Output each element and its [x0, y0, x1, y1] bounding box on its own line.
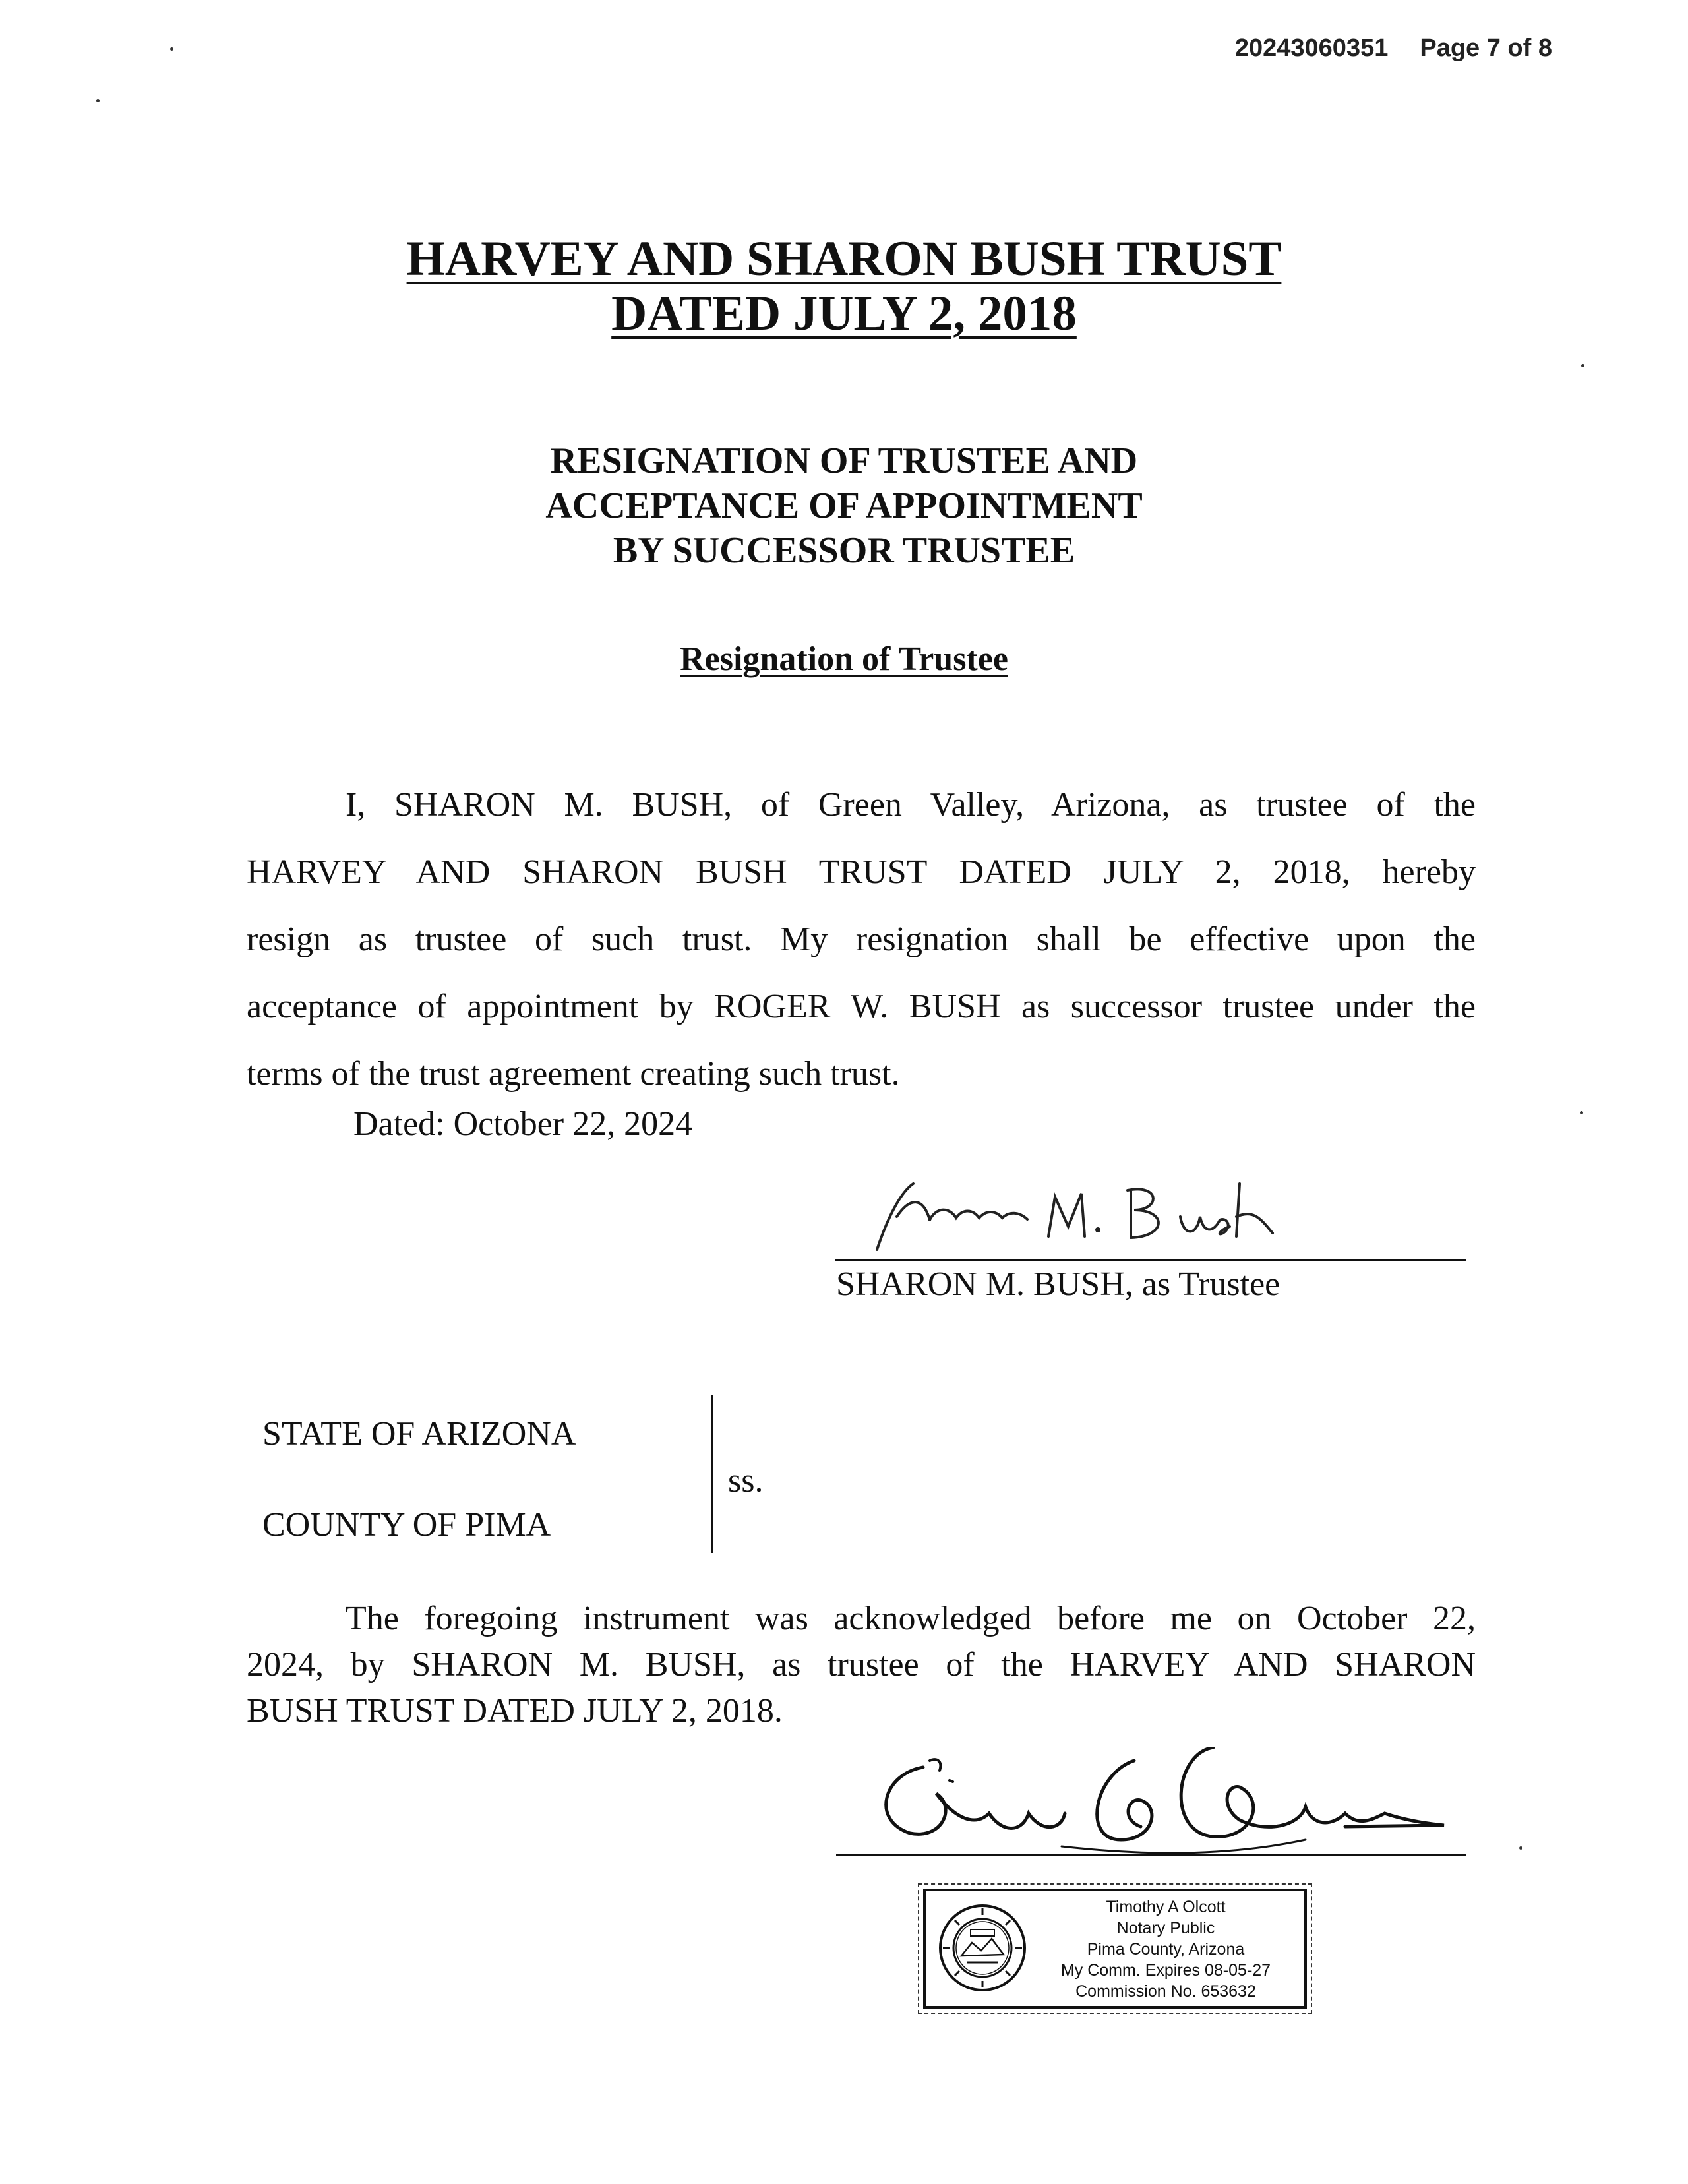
- paragraph-line: BUSH TRUST DATED JULY 2, 2018.: [247, 1692, 783, 1730]
- paragraph-line: HARVEY AND SHARON BUSH TRUST DATED JULY 2, 2018, hereby: [247, 853, 1476, 891]
- document-title-line-2: DATED JULY 2, 2018: [611, 286, 1077, 341]
- scan-speck: [170, 47, 173, 51]
- paragraph-line: acceptance of appointment by ROGER W. BUSH as successor trustee under the: [247, 988, 1476, 1025]
- scan-speck: [1580, 1111, 1583, 1114]
- scan-speck: [96, 99, 100, 102]
- venue-ss: ss.: [728, 1462, 764, 1500]
- trustee-signature: [851, 1170, 1312, 1259]
- notary-signature: [844, 1747, 1464, 1860]
- document-title-line-1: HARVEY AND SHARON BUSH TRUST: [406, 231, 1282, 286]
- notary-expiration: My Comm. Expires 08-05-27: [1060, 1961, 1271, 1980]
- arizona-seal-icon: [938, 1903, 1027, 1993]
- subtitle-line-2: ACCEPTANCE OF APPOINTMENT: [545, 485, 1143, 526]
- notary-commission: Commission No. 653632: [1075, 1982, 1256, 2001]
- trustee-printed-name: SHARON M. BUSH, as Trustee: [836, 1265, 1281, 1303]
- paragraph-line: resign as trustee of such trust. My resignation shall be effective upon the: [247, 921, 1476, 958]
- scan-speck: [1581, 364, 1584, 367]
- notary-title: Notary Public: [1116, 1919, 1215, 1937]
- paragraph-line: 2024, by SHARON M. BUSH, as trustee of the HARVEY AND SHARON: [247, 1646, 1476, 1684]
- subtitle-line-1: RESIGNATION OF TRUSTEE AND: [550, 440, 1138, 481]
- paragraph-line: terms of the trust agreement creating such trust.: [247, 1055, 900, 1093]
- signature-line: [835, 1259, 1466, 1261]
- page-header: [1235, 34, 1552, 63]
- section-heading: Resignation of Trustee: [680, 640, 1008, 678]
- notary-stamp: [923, 1889, 1307, 2009]
- venue-bracket: [711, 1395, 713, 1553]
- page-number: Page 7 of 8: [1420, 34, 1552, 62]
- subtitle-line-3: BY SUCCESSOR TRUSTEE: [613, 530, 1075, 571]
- notary-county: Pima County, Arizona: [1087, 1940, 1245, 1958]
- paragraph-line: The foregoing instrument was acknowledged before me on October 22,: [346, 1600, 1476, 1637]
- venue-county: COUNTY OF PIMA: [262, 1506, 551, 1544]
- acknowledgment-paragraph: [247, 1596, 1476, 1734]
- document-number: 20243060351: [1234, 34, 1389, 62]
- paragraph-line: I, SHARON M. BUSH, of Green Valley, Arizona, as trustee of the: [346, 786, 1476, 824]
- resignation-paragraph: [247, 772, 1476, 1108]
- date-line: Dated: October 22, 2024: [353, 1105, 693, 1143]
- notary-name: Timothy A Olcott: [1106, 1898, 1226, 1916]
- notary-signature-line: [836, 1854, 1466, 1856]
- venue-state: STATE OF ARIZONA: [262, 1415, 576, 1453]
- notary-stamp-text: [1034, 1896, 1298, 2002]
- scan-speck: [1519, 1846, 1522, 1850]
